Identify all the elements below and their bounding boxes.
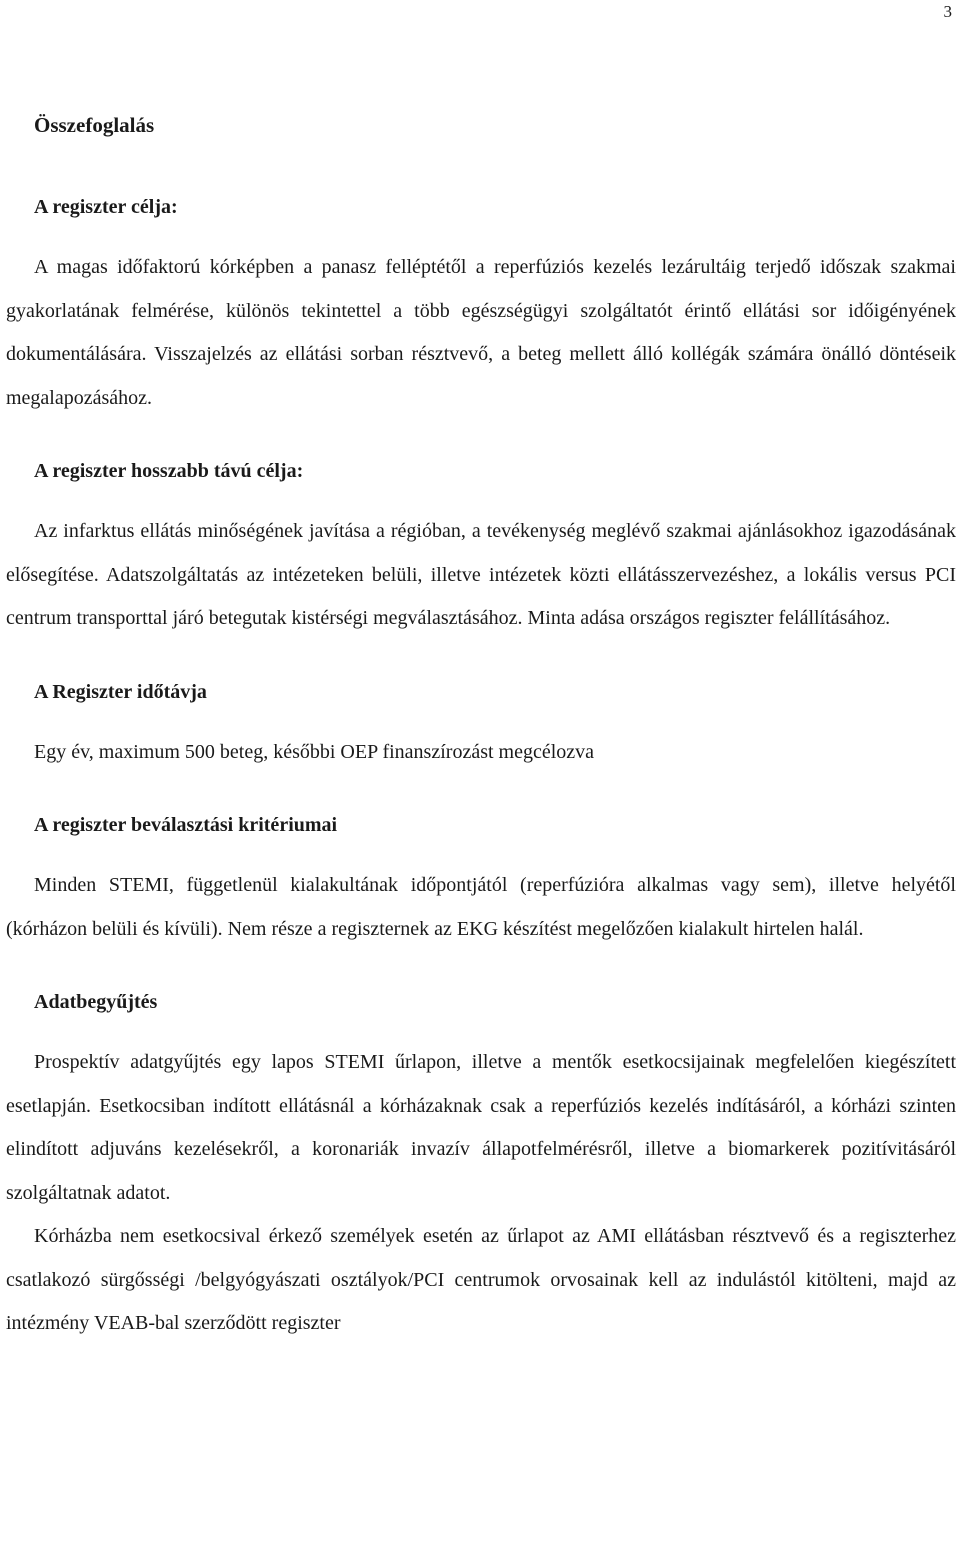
section-text-idotav: Egy év, maximum 500 beteg, későbbi OEP finanszírozást megcélozva — [34, 740, 595, 763]
document-body — [6, 110, 956, 1346]
section-text-cel: A magas időfaktorú kórképben a panasz felléptétől a reperfúziós kezelés lezárultáig terjedő időszak szakmai gyakorlatának felmérése, különös tekintettel a több egészségügyi szolgáltatót érintő ellátási sor időigényének dokumentálására. Visszajelzés az ellátási sorban résztvevő, a beteg mellett álló kollégák számára önálló döntéseik megalapozásához. — [6, 256, 956, 409]
page-number: 3 — [943, 2, 952, 21]
section-heading-kriteriumok: A regiszter beválasztási kritériumai — [34, 814, 338, 836]
section-heading-idotav: A Regiszter időtávja — [34, 680, 207, 703]
section-text-kriteriumok: Minden STEMI, függetlenül kialakultának időpontjától (reperfúzióra alkalmas vagy sem), illetve helyétől (kórházon belüli és kívüli). Nem része a regiszternek az EKG készítést megelőzően kialakult hirtelen halál. — [6, 874, 956, 940]
page-title: Összefoglalás — [34, 113, 155, 137]
section-text-adatgyujtes-2: Kórházba nem esetkocsival érkező személyek esetén az űrlapot az AMI ellátásban résztvevő és a regiszterhez csatlakozó sürgősségi /belgyógyászati osztályok/PCI centrumok orvosainak kell az indulástól kitölteni, majd az intézmény VEAB-bal szerződött regiszter — [6, 1225, 956, 1334]
section-heading-cel: A regiszter célja: — [34, 196, 178, 218]
section-text-adatgyujtes-1: Prospektív adatgyűjtés egy lapos STEMI űrlapon, illetve a mentők esetkocsijainak megfelelően kiegészített esetlapján. Esetkocsiban indított ellátásnál a kórházaknak csak a reperfúziós kezelés indításáról, a kórházi szinten elindított adjuváns kezelésekről, a koronariák invazív állapotfelmérésről, illetve a biomarkerek pozitívitásáról szolgáltatnak adatot. — [6, 1051, 956, 1204]
section-text-hosszabb-cel: Az infarktus ellátás minőségének javítása a régióban, a tevékenység meglévő szakmai ajánlásokhoz igazodásának elősegítése. Adatszolgáltatás az intézeteken belüli, illetve intézetek közti ellátásszervezéshez, a lokális versus PCI centrum transporttal járó betegutak kistérségi megválasztásához. Minta adása országos regiszter felállításához. — [6, 520, 956, 629]
section-heading-adatgyujtes: Adatbegyűjtés — [34, 991, 158, 1013]
section-heading-hosszabb-cel: A regiszter hosszabb távú célja: — [34, 460, 304, 482]
